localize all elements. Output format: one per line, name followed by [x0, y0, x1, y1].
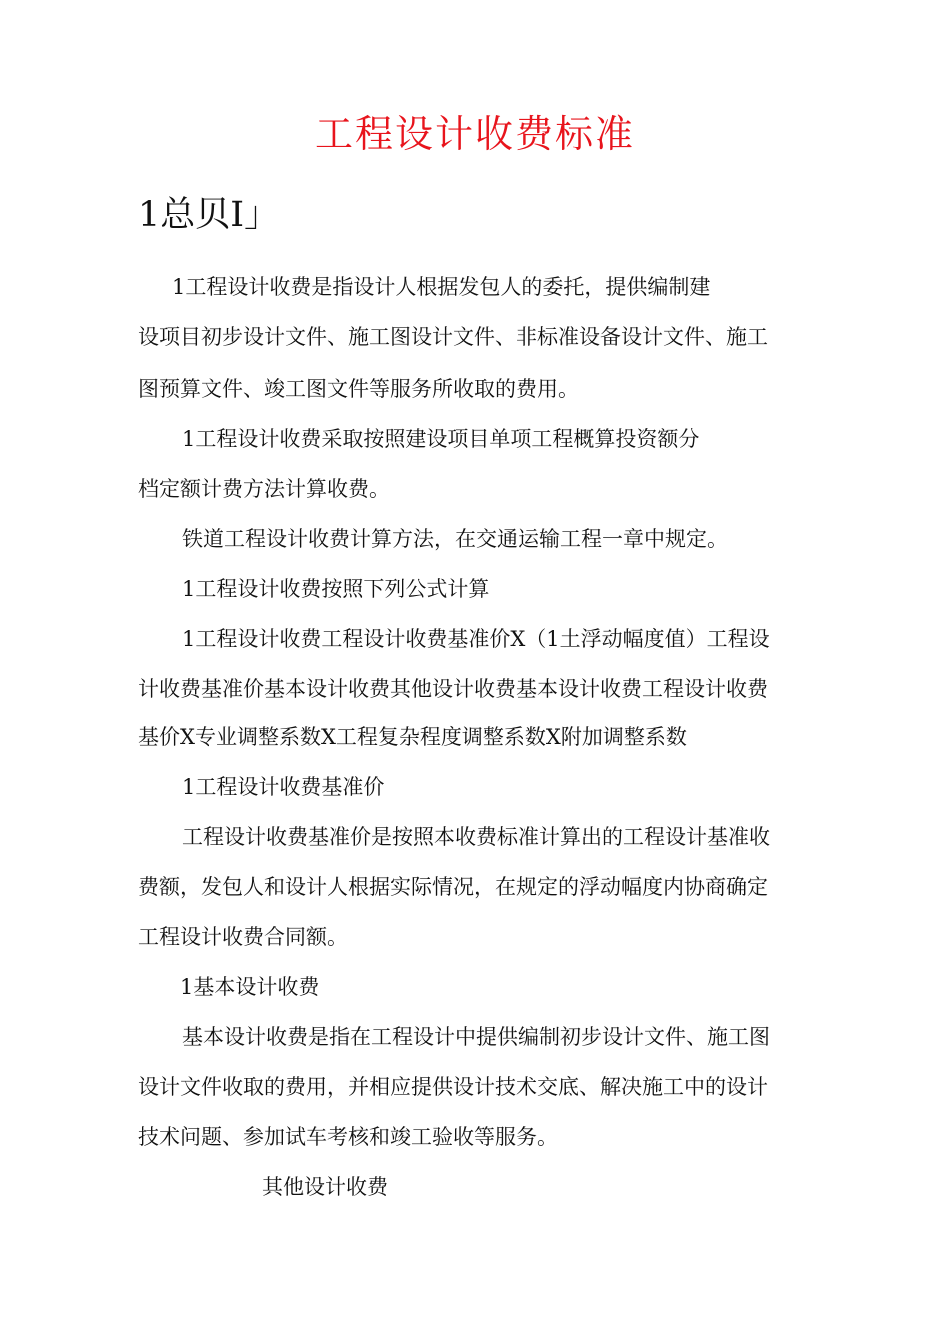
paragraph-line: 设项目初步设计文件、施工图设计文件、非标准设备设计文件、施工 [138, 325, 768, 349]
paragraph-line: 档定额计费方法计算收费。 [138, 477, 390, 501]
paragraph-line: 计收费基准价基本设计收费其他设计收费基本设计收费工程设计收费 [138, 677, 768, 701]
paragraph-line: 基本设计收费是指在工程设计中提供编制初步设计文件、施工图 [182, 1025, 770, 1049]
paragraph-line: 1工程设计收费基准价 [182, 775, 385, 799]
paragraph-line: 图预算文件、竣工图文件等服务所收取的费用。 [138, 377, 579, 401]
paragraph-line: 工程设计收费合同额。 [138, 925, 348, 949]
paragraph-line: 技术问题、参加试车考核和竣工验收等服务。 [138, 1125, 558, 1149]
paragraph-line: 工程设计收费基准价是按照本收费标准计算出的工程设计基准收 [182, 825, 770, 849]
section-heading: 1总贝I」 [138, 195, 280, 235]
paragraph-line: 1工程设计收费按照下列公式计算 [182, 577, 490, 601]
paragraph-line: 设计文件收取的费用，并相应提供设计技术交底、解决施工中的设计 [138, 1075, 768, 1099]
paragraph-line: 1工程设计收费是指设计人根据发包人的委托，提供编制建 [172, 275, 711, 299]
paragraph-line: 费额，发包人和设计人根据实际情况，在规定的浮动幅度内协商确定 [138, 875, 768, 899]
document-title: 工程设计收费标准 [314, 112, 635, 156]
paragraph-line: 基价X专业调整系数X工程复杂程度调整系数X附加调整系数 [138, 725, 687, 749]
paragraph-line: 1基本设计收费 [180, 975, 320, 999]
paragraph-line: 1工程设计收费采取按照建设项目单项工程概算投资额分 [182, 427, 700, 451]
paragraph-line: 1工程设计收费工程设计收费基准价X（1土浮动幅度值）工程设 [182, 627, 770, 651]
paragraph-line: 其他设计收费 [262, 1175, 388, 1199]
paragraph-line: 铁道工程设计收费计算方法，在交通运输工程一章中规定。 [182, 527, 728, 551]
